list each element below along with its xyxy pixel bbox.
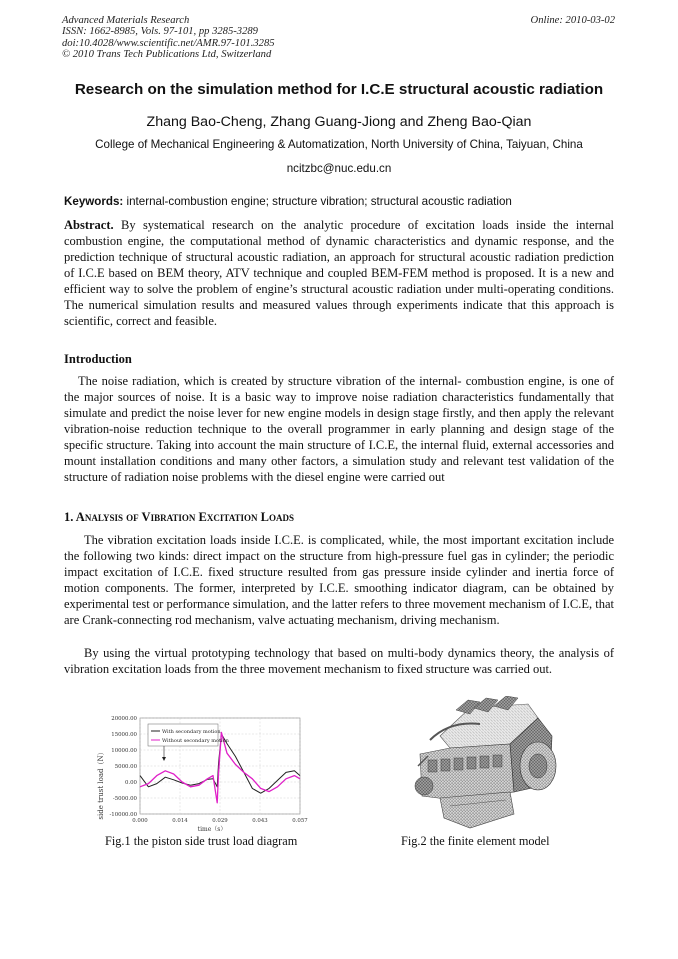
side-trust-load-chart — [88, 710, 308, 838]
section1-heading: 1. Analysis of Vibration Excitation Loads — [64, 510, 295, 524]
x-tick-label: 0.029 — [212, 818, 228, 824]
journal-header — [62, 15, 275, 61]
figure-1-caption: Fig.1 the piston side trust load diagram — [105, 834, 298, 848]
y-tick-label: -5000.00 — [112, 796, 137, 802]
copyright-line: © 2010 Trans Tech Publications Ltd, Switzerland — [62, 49, 272, 61]
legend-entry: Without secondary motion — [162, 738, 229, 744]
y-axis-label: side trust load（N） — [97, 748, 105, 820]
abstract-label: Abstract. — [64, 218, 114, 232]
introduction-heading: Introduction — [64, 352, 132, 366]
x-axis-label: time（s） — [197, 826, 227, 833]
x-tick-label: 0.000 — [132, 818, 148, 824]
abstract — [64, 217, 614, 329]
y-tick-label: 5000.00 — [114, 764, 137, 770]
y-tick-label: 0.00 — [124, 780, 137, 786]
y-tick-label: 20000.00 — [111, 716, 137, 722]
paper-title: Research on the simulation method for I.C.E structural acoustic radiation — [74, 81, 604, 98]
keywords-text: internal-combustion engine; structure vibration; structural acoustic radiation — [126, 195, 512, 208]
journal-name: Advanced Materials Research — [62, 15, 190, 26]
x-tick-label: 0.043 — [252, 818, 268, 824]
figure-1 — [88, 710, 308, 838]
abstract-text: By systematical research on the analytic procedure of excitation loads inside the internal combustion engine, the computational method of dynamic characteristics and dynamic response, and the prediction technique of structural acoustic radiation, an approach for structural acoustic radiation prediction of I.C.E based on BEM theory, ATV technique and coupled BEM-FEM method is proposed. It is a new and efficient way to solve the problem of engine’s structural acoustic radiation under multi-operating conditions. The numerical simulation results and measured values through experiments indicate that this approach is scientific, correct and feasible. — [64, 218, 614, 328]
y-tick-label: -10000.00 — [109, 812, 137, 818]
annotation-arrowhead — [162, 757, 166, 761]
author-affiliation: College of Mechanical Engineering & Automatization, North University of China, Taiyuan, China — [95, 138, 583, 151]
x-tick-label: 0.057 — [292, 818, 308, 824]
keywords-label: Keywords: — [64, 195, 124, 208]
finite-element-engine-model — [410, 696, 570, 834]
section1-para2: By using the virtual prototyping technology that based on multi-body dynamics theory, the analysis of vibration excitation loads from the three movement mechanism to fixed structure was carried out. — [64, 646, 614, 676]
doi-line: doi:10.4028/www.scientific.net/AMR.97-101.3285 — [62, 37, 275, 49]
x-tick-label: 0.014 — [172, 818, 188, 824]
paper-authors: Zhang Bao-Cheng, Zhang Guang-Jiong and Zheng Bao-Qian — [146, 114, 532, 130]
figure-2 — [410, 696, 570, 834]
legend-entry: With secondary motion — [162, 729, 221, 735]
figure-2-caption: Fig.2 the finite element model — [401, 834, 550, 848]
keywords — [64, 195, 512, 208]
chart-legend — [148, 724, 230, 761]
y-tick-label: 15000.00 — [111, 732, 137, 738]
author-email[interactable]: ncitzbc@nuc.edu.cn — [286, 162, 392, 175]
introduction-text: The noise radiation, which is created by structure vibration of the internal- combustion engine, is one of the major sources of noise. It is a basic way to improve noise radiation characteristics fundamentally that simulate and predict the noise lever for new engine models in design stage firstly, and then apply the relevant vibration-noise reduction technique to the overall programmer in early planning and design stage of the specific structure. Taking into account the main structure of I.C.E, the internal fluid, external accessories and mount installation conditions and many other factors, a simulation study and relevant test validation of the structure of radiation noise problems with the diesel engine were carried out — [64, 374, 614, 484]
issn-line: ISSN: 1662-8985, Vols. 97-101, pp 3285-3289 — [62, 26, 258, 38]
y-tick-label: 10000.00 — [111, 748, 137, 754]
online-date: Online: 2010-03-02 — [530, 15, 615, 26]
section1-para1: The vibration excitation loads inside I.C.E. is complicated, while, the most important excitation include the following two kinds: direct impact on the structure from high-pressure fuel gas in cylinder; the periodic impact excitation of I.C.E. fixed structure resulted from gas pressure inside cylinder and inertia force of motion components. The former, interpreted by I.C.E. smoothing indicator diagram, can be obtained by experimental test or performance simulation, and the latter refers to three movement mechanism of I.C.E, that are Crank-connecting rod mechanism, valve actuating mechanism, driving mechanism. — [64, 533, 614, 627]
